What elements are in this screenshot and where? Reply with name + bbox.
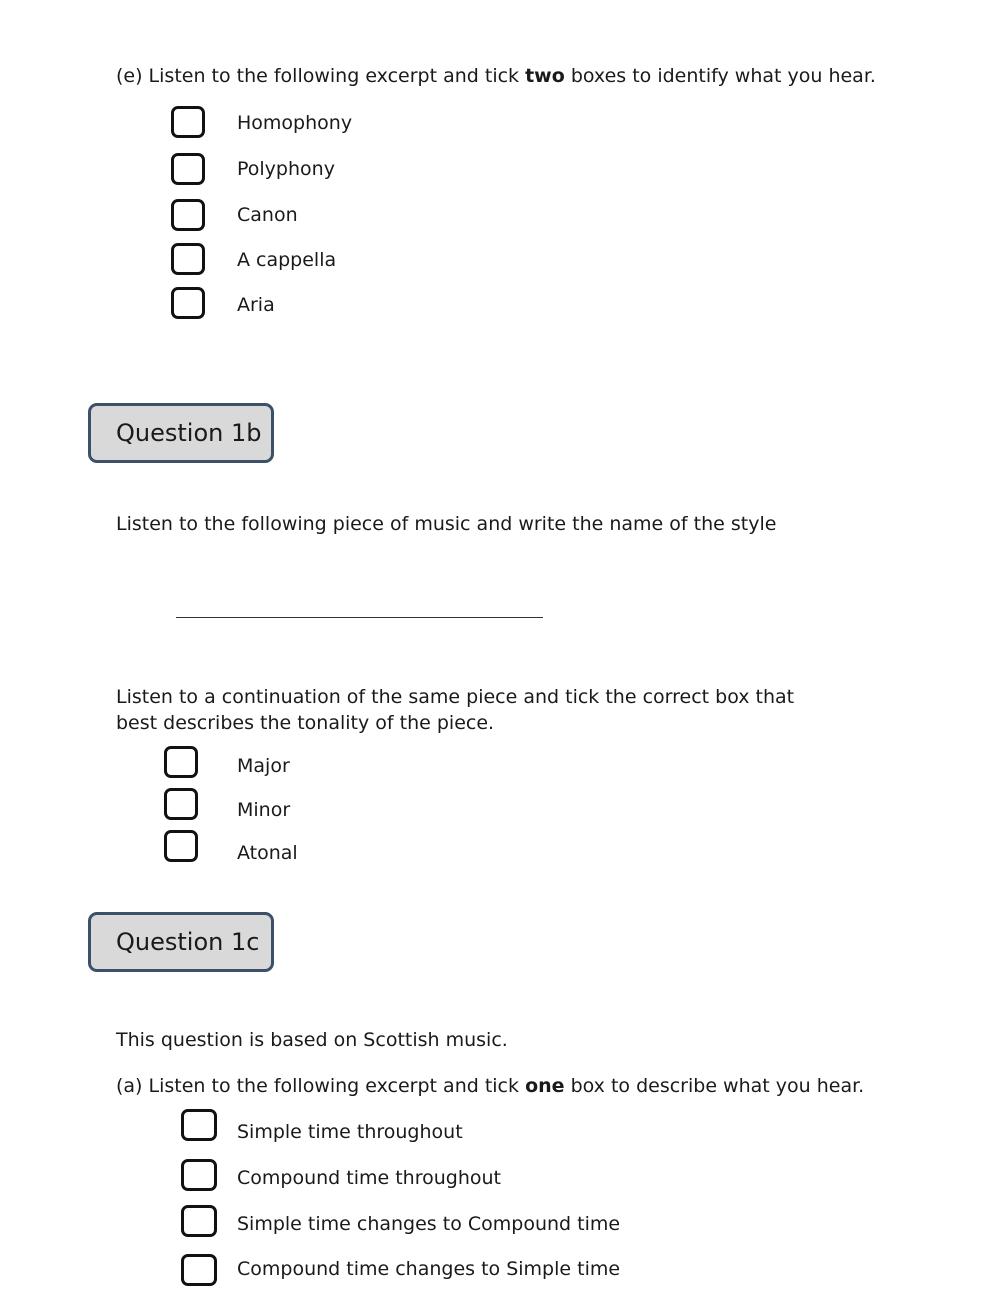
question-1c-intro: This question is based on Scottish music.	[116, 1029, 508, 1051]
question-e-instruction	[116, 63, 876, 89]
checkbox-atonal[interactable]	[164, 830, 198, 862]
checkbox-compound-to-simple[interactable]	[181, 1254, 217, 1286]
option-label-a-cappella: A cappella	[237, 249, 337, 271]
option-label-simple-to-compound: Simple time changes to Compound time	[237, 1213, 621, 1235]
checkbox-minor[interactable]	[164, 788, 198, 820]
checkbox-compound-time[interactable]	[181, 1159, 217, 1191]
question-1c-a-instruction	[116, 1073, 864, 1099]
option-label-minor: Minor	[237, 799, 291, 821]
option-label-canon: Canon	[237, 204, 298, 226]
question-1b-instruction: Listen to the following piece of music and write the name of the style	[116, 513, 777, 535]
instruction-text: (e) Listen to the following excerpt and tick	[116, 65, 526, 87]
instruction-text-end: box to describe what you hear.	[564, 1075, 865, 1097]
option-label-compound-to-simple: Compound time changes to Simple time	[237, 1258, 621, 1280]
option-label-aria: Aria	[237, 294, 275, 316]
checkbox-major[interactable]	[164, 746, 198, 778]
option-label-atonal: Atonal	[237, 842, 298, 864]
option-label-major: Major	[237, 755, 290, 777]
checkbox-homophony[interactable]	[171, 106, 205, 138]
question-1b-continuation: Listen to a continuation of the same piece and tick the correct box that best describes the tonality of the piece.	[116, 686, 795, 734]
option-label-simple-time: Simple time throughout	[237, 1121, 463, 1143]
checkbox-polyphony[interactable]	[171, 153, 205, 185]
instruction-emphasis: one	[525, 1075, 565, 1097]
checkbox-canon[interactable]	[171, 199, 205, 231]
option-label-compound-time: Compound time throughout	[237, 1167, 502, 1189]
question-1c-heading: Question 1c	[88, 912, 274, 972]
instruction-emphasis: two	[525, 65, 565, 87]
instruction-text-end: boxes to identify what you hear.	[564, 65, 876, 87]
instruction-text: (a) Listen to the following excerpt and tick	[116, 1075, 526, 1097]
option-label-homophony: Homophony	[237, 112, 353, 134]
style-answer-line[interactable]	[176, 617, 543, 618]
checkbox-simple-time[interactable]	[181, 1109, 217, 1141]
checkbox-aria[interactable]	[171, 287, 205, 319]
checkbox-simple-to-compound[interactable]	[181, 1205, 217, 1237]
question-1b-heading: Question 1b	[88, 403, 274, 463]
checkbox-a-cappella[interactable]	[171, 243, 205, 275]
option-label-polyphony: Polyphony	[237, 158, 335, 180]
